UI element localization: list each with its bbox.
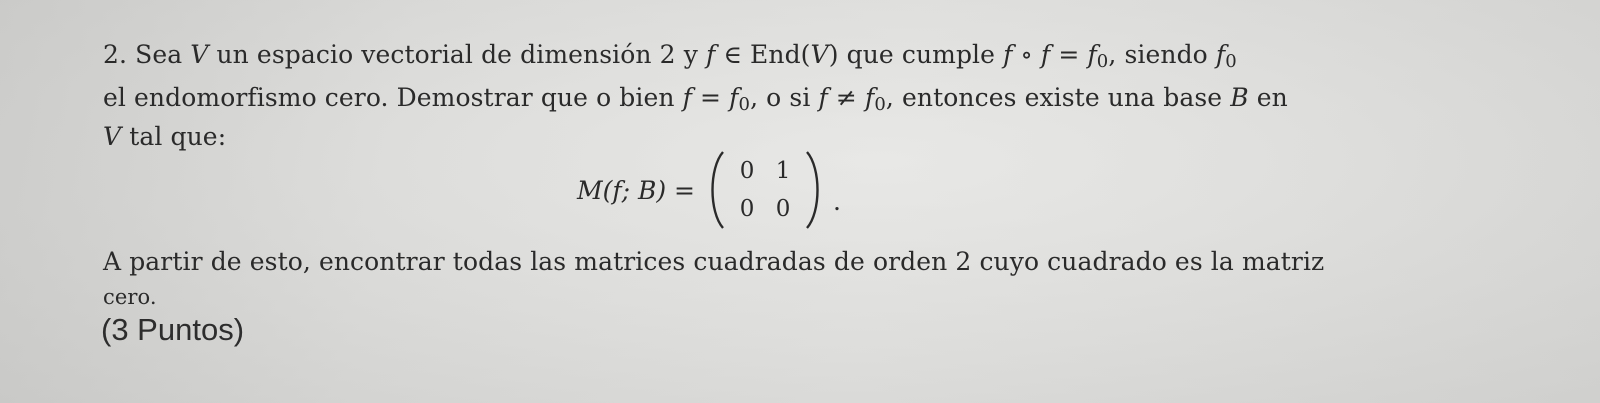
math-var: V <box>810 40 829 69</box>
text: ) que cumple <box>828 40 1004 69</box>
problem-line-4: A partir de esto, encontrar todas las matrices cuadradas de orden 2 cuyo cuadrado es la matriz <box>103 247 1325 276</box>
right-paren <box>803 150 825 230</box>
formula-lhs <box>577 176 695 205</box>
math-var: f <box>864 83 875 112</box>
math-var: V <box>103 122 122 151</box>
text: , siendo <box>1108 40 1216 69</box>
text: tal que: <box>121 122 227 151</box>
math-var: V <box>190 40 209 69</box>
math-var: M <box>577 175 603 205</box>
matrix <box>729 152 801 228</box>
problem-line-2 <box>103 83 1288 115</box>
matrix-entry: 0 <box>739 196 755 222</box>
text: en <box>1248 83 1288 112</box>
math-var: f <box>1003 40 1013 69</box>
math-var: B <box>1230 83 1249 112</box>
math-subscript: 0 <box>1225 50 1237 72</box>
problem-line-3 <box>103 122 226 151</box>
text: , o si <box>750 83 819 112</box>
text: un espacio vectorial de dimensión 2 y <box>208 40 706 69</box>
math-op: = <box>692 83 730 112</box>
matrix-formula <box>577 150 841 230</box>
math-var: f <box>682 83 693 112</box>
math-subscript: 0 <box>874 93 886 115</box>
math-subscript: 0 <box>738 93 751 115</box>
matrix-entry: 1 <box>775 158 791 184</box>
math-var: f <box>1087 40 1097 69</box>
matrix-entry: 0 <box>739 158 755 184</box>
text: 2. Sea <box>103 40 191 69</box>
matrix-entry: 0 <box>775 196 791 222</box>
math-expr: (f; B) = <box>602 175 696 205</box>
points-label: (3 Puntos) <box>101 312 245 347</box>
math-var: f <box>705 40 716 69</box>
math-op: ∘ <box>1012 40 1041 69</box>
left-paren <box>705 150 727 230</box>
problem-line-1 <box>103 40 1237 72</box>
math-var: f <box>729 83 739 112</box>
math-var: f <box>1215 40 1226 69</box>
math-op: = <box>1050 40 1088 69</box>
problem-line-5: cero. <box>103 285 157 309</box>
text: el endomorfismo cero. Demostrar que o bien <box>103 83 683 112</box>
text: ∈ End( <box>715 40 811 69</box>
math-var: f <box>1040 40 1051 69</box>
math-var: f <box>818 83 828 112</box>
text: , entonces existe una base <box>885 83 1231 112</box>
formula-period: . <box>833 186 841 216</box>
math-subscript: 0 <box>1096 50 1109 72</box>
math-op: ≠ <box>827 83 865 112</box>
